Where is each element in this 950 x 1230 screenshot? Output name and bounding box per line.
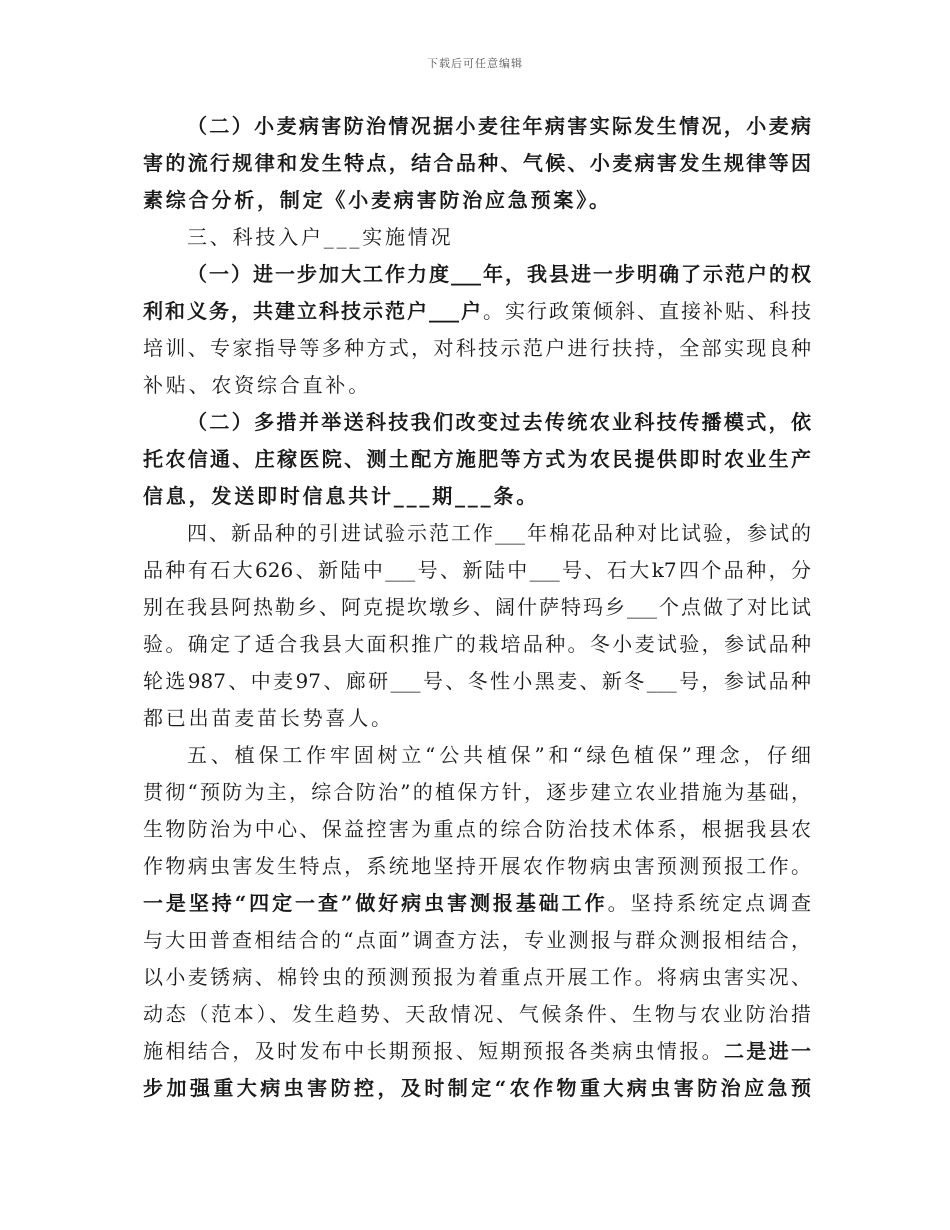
text-line-segment: 三、科技入户___实施情况 [187,225,454,249]
page-header: 下载后可任意编辑 [427,57,523,70]
text-line [143,293,811,330]
text-line-segment: 四、新品种的引进试验示范工作___年棉花品种对比试验，参试的 [187,521,811,545]
text-line-segment: 补贴、农资综合直补。 [143,373,371,397]
text-line-segment: 品种有石大626、新陆中___号、新陆中___号、石大k7四个品种，分 [143,558,811,582]
text-line [143,663,811,700]
text-line [143,848,811,885]
text-line [143,1033,811,1070]
text-line-segment: 素综合分析，制定《小麦病害防治应急预案》。 [143,188,612,212]
text-line-segment: 生物防治为中心、保益控害为重点的综合防治技术体系，根据我县农 [143,817,811,841]
text-line [143,219,811,256]
text-line [143,811,811,848]
text-line [143,626,811,663]
text-line-segment: 害的流行规律和发生特点，结合品种、气候、小麦病害发生规律等因 [143,151,811,175]
text-line [143,589,811,626]
text-line-segment: 一是坚持“四定一查”做好病虫害测报基础工作 [143,891,608,915]
text-line-segment: 以小麦锈病、棉铃虫的预测预报为着重点开展工作。将病虫害实况、 [143,965,811,989]
text-line-segment: 施相结合，及时发布中长期预报、短期预报各类病虫情报。 [143,1039,724,1063]
text-line-segment: 与大田普查相结合的“点面”调查方法，专业测报与群众测报相结合， [143,928,811,952]
text-line [143,108,811,145]
text-line-segment: 托农信通、庄稼医院、测土配方施肥等方式为农民提供即时农业生产 [143,447,811,471]
text-line [143,404,811,441]
text-line-segment: （二）小麦病害防治情况据小麦往年病害实际发生情况，小麦病 [187,114,811,138]
text-line [143,330,811,367]
text-line [143,182,811,219]
text-line-segment: 动态（范本）、发生趋势、天敌情况、气候条件、生物与农业防治措 [143,1002,811,1026]
text-line-segment: 培训、专家指导等多种方式，对科技示范户进行扶持，全部实现良种 [143,336,811,360]
text-line-segment: 别在我县阿热勒乡、阿克提坎墩乡、阔什萨特玛乡___个点做了对比试 [143,595,811,619]
text-line-segment: 利和义务，共建立科技示范户___户 [143,299,483,323]
text-line [143,367,811,404]
text-line-segment: 信息，发送即时信息共计___期___条。 [143,484,539,508]
text-line-tail: 二是进一 [723,1039,812,1063]
text-line-segment: 贯彻“预防为主，综合防治”的植保方针，逐步建立农业措施为基础， [143,780,811,804]
text-line-segment: 轮选987、中麦97、廊研___号、冬性小黑麦、新冬___号，参试品种 [143,669,811,693]
text-line [143,922,811,959]
text-line-segment: 作物病虫害发生特点，系统地坚持开展农作物病虫害预测预报工作。 [143,854,811,878]
text-line-segment: （一）进一步加大工作力度___年，我县进一步明确了示范户的权 [187,262,811,286]
text-line [143,1070,811,1107]
text-line [143,700,811,737]
text-line-segment: 五、植保工作牢固树立“公共植保”和“绿色植保”理念，仔细 [187,743,811,767]
text-line [143,774,811,811]
text-line [143,959,811,996]
text-line [143,145,811,182]
text-line [143,441,811,478]
text-line-tail: 。坚持系统定点调查 [607,891,812,915]
text-line [143,256,811,293]
text-line [143,552,811,589]
text-line-tail: 。实行政策倾斜、直接补贴、科技 [483,299,811,323]
text-line-segment: 验。确定了适合我县大面积推广的栽培品种。冬小麦试验，参试品种 [143,632,811,656]
text-line [143,737,811,774]
text-line-segment: 步加强重大病虫害防控，及时制定“农作物重大病虫害防治应急预 [143,1076,811,1100]
text-line [143,515,811,552]
text-line-segment: （二）多措并举送科技我们改变过去传统农业科技传播模式，依 [187,410,811,434]
text-line [143,996,811,1033]
text-line [143,478,811,515]
text-line [143,885,811,922]
text-line-segment: 都已出苗麦苗长势喜人。 [143,706,394,730]
document-body [143,108,811,1107]
